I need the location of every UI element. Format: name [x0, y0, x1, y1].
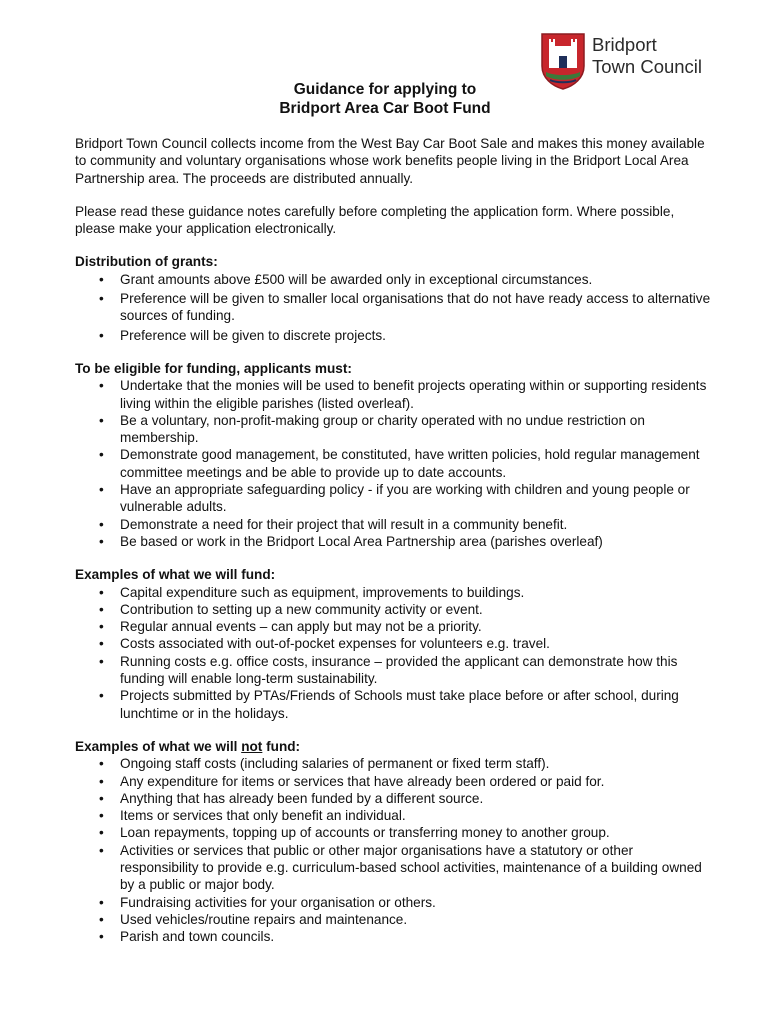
bullet-icon: • [99, 378, 104, 394]
not-fund-list [75, 755, 715, 945]
list-item: • Costs associated with out-of-pocket expenses for volunteers e.g. travel. [99, 636, 550, 652]
bullet-icon: • [99, 584, 104, 600]
not-emphasis: not [241, 738, 263, 754]
list-item: • Anything that has already been funded by a different source. [99, 790, 484, 806]
list-item: • Running costs e.g. office costs, insurance – provided the applicant can demonstrate how this funding will enable long-term sustainability. [99, 653, 678, 687]
fund-list [75, 584, 715, 722]
list-item: • Have an appropriate safeguarding policy - if you are working with children and young people or vulnerable adults. [99, 482, 690, 515]
bullet-icon: • [99, 482, 104, 498]
bullet-icon: • [99, 412, 104, 428]
list-item: • Activities or services that public or other major organisations have a statutory or other responsibility to provide e.g. curriculum-based school activities, maintenance of a building owned by a public or major body. [99, 842, 702, 893]
bullet-icon: • [99, 601, 104, 617]
list-item: • Capital expenditure such as equipment, improvements to buildings. [99, 584, 525, 600]
bullet-icon: • [99, 533, 104, 549]
list-item: • Preference will be given to smaller local organisations that do not have ready access to alternative sources of funding. [99, 291, 711, 324]
bullet-icon: • [99, 790, 104, 806]
bullet-icon: • [99, 271, 104, 287]
list-item: • Be a voluntary, non-profit-making group or charity operated with no undue restriction on membership. [99, 412, 645, 446]
list-item: • Items or services that only benefit an individual. [99, 808, 406, 824]
list-item: • Preference will be given to discrete projects. [99, 327, 386, 343]
list-item: • Contribution to setting up a new community activity or event. [99, 601, 483, 617]
bullet-icon: • [99, 636, 104, 652]
bullet-icon: • [99, 619, 104, 635]
document-body [75, 135, 715, 961]
title-line-2: Bridport Area Car Boot Fund [279, 100, 491, 117]
distribution-heading: Distribution of grants: [75, 254, 218, 270]
intro-paragraph-2: Please read these guidance notes carefully before completing the application form. Where possible, please make your application electronically. [75, 203, 675, 237]
list-item: • Parish and town councils. [99, 929, 275, 945]
list-item: • Ongoing staff costs (including salaries of permanent or fixed term staff). [99, 756, 550, 772]
list-item: • Loan repayments, topping up of accounts or transferring money to another group. [99, 825, 610, 841]
bullet-icon: • [99, 929, 104, 945]
list-item: • Fundraising activities for your organisation or others. [99, 894, 436, 910]
bullet-icon: • [99, 291, 104, 307]
list-item: • Undertake that the monies will be used to benefit projects operating within or supporting residents living within the eligible parishes (listed overleaf). [99, 378, 707, 411]
page-title [0, 80, 770, 118]
bullet-icon: • [99, 825, 104, 841]
list-item: • Demonstrate good management, be constituted, have written policies, hold regular management committee meetings and be able to provide up to date accounts. [99, 447, 700, 480]
bullet-icon: • [99, 447, 104, 463]
bullet-icon: • [99, 688, 104, 704]
logo-line-1: Bridport [592, 34, 657, 55]
list-item: • Regular annual events – can apply but may not be a priority. [99, 619, 482, 635]
list-item: • Be based or work in the Bridport Local Area Partnership area (parishes overleaf) [99, 533, 603, 549]
not-fund-heading: Examples of what we will not fund: [75, 738, 301, 754]
list-item: • Any expenditure for items or services that have already been ordered or paid for. [99, 773, 605, 789]
bullet-icon: • [99, 842, 104, 858]
intro-paragraph-1: Bridport Town Council collects income from the West Bay Car Boot Sale and makes this money available to community and voluntary organisations whose work benefits people living in the Bridport Local Area Partnership area. The proceeds are distributed annually. [75, 136, 705, 186]
bullet-icon: • [99, 894, 104, 910]
distribution-list [75, 271, 715, 344]
bullet-icon: • [99, 327, 104, 343]
list-item: • Used vehicles/routine repairs and maintenance. [99, 911, 408, 927]
list-item: • Projects submitted by PTAs/Friends of Schools must take place before or after school, during lunchtime or in the holidays. [99, 688, 679, 721]
bullet-icon: • [99, 516, 104, 532]
fund-heading: Examples of what we will fund: [75, 567, 276, 583]
bullet-icon: • [99, 773, 104, 789]
bullet-icon: • [99, 808, 104, 824]
eligibility-heading: To be eligible for funding, applicants must: [75, 360, 352, 376]
list-item: • Grant amounts above £500 will be awarded only in exceptional circumstances. [99, 271, 593, 287]
bullet-icon: • [99, 911, 104, 927]
list-item: • Demonstrate a need for their project that will result in a community benefit. [99, 516, 568, 532]
bullet-icon: • [99, 756, 104, 772]
eligibility-list [75, 377, 715, 550]
bullet-icon: • [99, 653, 104, 669]
title-line-1: Guidance for applying to [293, 81, 477, 98]
logo-line-2: Town Council [592, 56, 703, 77]
